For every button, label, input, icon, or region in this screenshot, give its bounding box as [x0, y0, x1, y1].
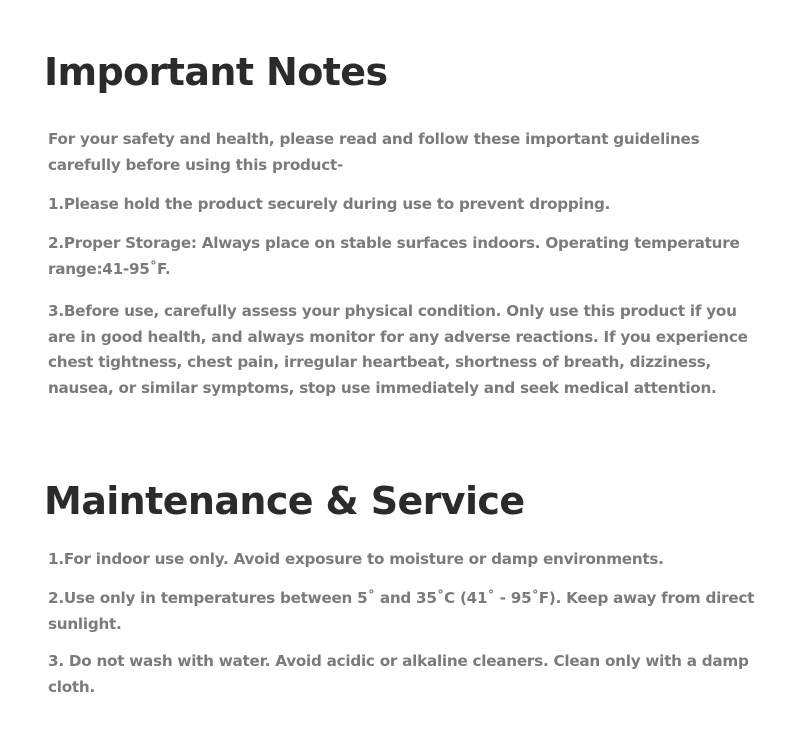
important-notes-intro: For your safety and health, please read and follow these important guidelines carefully before using this product-: [48, 130, 700, 174]
important-note-3: 3.Before use, carefully assess your physical condition. Only use this product if you are in good health, and always monitor for any adverse reactions. If you experience chest tightness, chest pain, irregular heartbeat, shortness of breath, dizziness, nausea, or similar symptoms, stop use immediately and seek medical attention.: [48, 302, 748, 397]
important-notes-heading: Important Notes: [44, 50, 388, 94]
maintenance-item-2: 2.Use only in temperatures between 5˚ and 35˚C (41˚ - 95˚F). Keep away from direct sunlight.: [48, 589, 755, 633]
important-note-2: 2.Proper Storage: Always place on stable surfaces indoors. Operating temperature range:41-95˚F.: [48, 234, 740, 278]
maintenance-service-heading: Maintenance & Service: [44, 479, 525, 523]
important-note-1: 1.Please hold the product securely during use to prevent dropping.: [48, 195, 611, 213]
maintenance-item-3: 3. Do not wash with water. Avoid acidic or alkaline cleaners. Clean only with a damp cloth.: [48, 652, 749, 696]
maintenance-item-1: 1.For indoor use only. Avoid exposure to moisture or damp environments.: [48, 550, 664, 568]
